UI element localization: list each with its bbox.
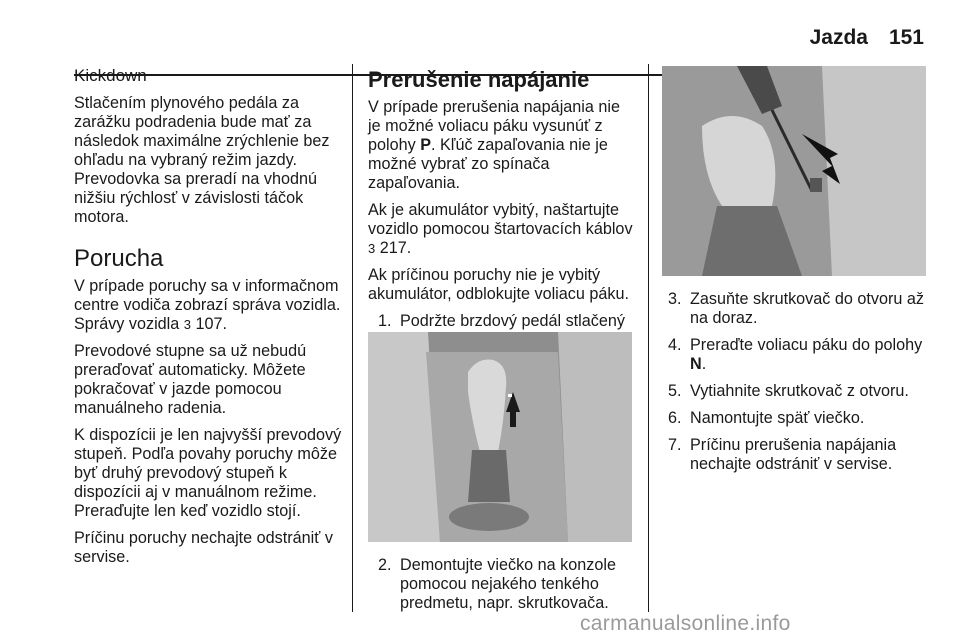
step-5: 5. Vytiahnite skrutkovač z otvoru.: [668, 382, 909, 400]
page-reference[interactable]: 217.: [379, 239, 412, 257]
gear-lever-illustration: [368, 332, 632, 542]
porucha-paragraph-4: Príčinu poruchy nechajte odstrániť v servise.: [74, 529, 333, 566]
power-interruption-heading: Prerušenie napájanie: [368, 67, 590, 92]
porucha-heading: Porucha: [74, 245, 164, 272]
reference-arrow-icon: 3: [183, 317, 192, 332]
page-number: 151: [888, 26, 924, 49]
page-header: [0, 26, 960, 56]
porucha-paragraph-2: Prevodové stupne sa už nebudú preraďovať automaticky. Môžete pokračovať v jazde pomocou manuálneho radenia.: [74, 342, 307, 417]
porucha-paragraph-3: K dispozícii je len najvyšší prevodový stupeň. Podľa povahy poruchy môže byť druhý prevodový stupeň k dispozícii aj v manuálnom režime. Preraďujte len keď vozidlo stojí.: [74, 426, 342, 520]
porucha-paragraph-1: V prípade poruchy sa v informačnom centre vodiča zobrazí správa vozidla. Správy vozidla 3 107.: [74, 277, 341, 333]
left-column: [74, 66, 346, 575]
step-2: 2. Demontujte viečko na konzole pomocou nejakého tenkého predmetu, napr. skrutkovača.: [378, 556, 616, 612]
power-paragraph-1: V prípade prerušenia napájania nie je možné voliacu páku vysunúť z polohy P. Kľúč zapaľovania nie je možné vybrať zo spínača zapaľovania.: [368, 98, 620, 192]
screwdriver-illustration: [662, 66, 926, 276]
watermark: carmanualsonline.info: [580, 612, 791, 635]
kickdown-heading: Kickdown: [74, 66, 147, 85]
section-title: Jazda: [809, 26, 868, 49]
right-column: [668, 290, 928, 482]
step-4: 4. Preraďte voliacu páku do polohy N.: [668, 336, 923, 373]
step-7: 7. Príčinu prerušenia napájania nechajte odstrániť v servise.: [668, 436, 897, 473]
power-paragraph-2: Ak je akumulátor vybitý, naštartujte vozidlo pomocou štartovacích káblov 3 217.: [368, 201, 633, 257]
reference-arrow-icon: 3: [368, 241, 376, 256]
step-3: 3. Zasuňte skrutkovač do otvoru až na doraz.: [668, 290, 924, 327]
step-1: 1. Podržte brzdový pedál stlačený: [378, 312, 625, 330]
step-6: 6. Namontujte späť viečko.: [668, 409, 865, 427]
kickdown-text: Stlačením plynového pedála za zarážku podradenia bude mať za následok maximálne zrýchlenie bez ohľadu na vybraný režim jazdy. Prevodovka sa preradí na vhodnú nižšiu rýchlosť v závislosti táčok motora.: [74, 94, 330, 226]
column-divider-1: [352, 64, 353, 612]
middle-column: [368, 66, 636, 377]
page-reference[interactable]: 107.: [195, 315, 228, 333]
column-divider-2: [648, 64, 649, 612]
power-paragraph-3: Ak príčinou poruchy nie je vybitý akumulátor, odblokujte voliacu páku.: [368, 266, 629, 303]
